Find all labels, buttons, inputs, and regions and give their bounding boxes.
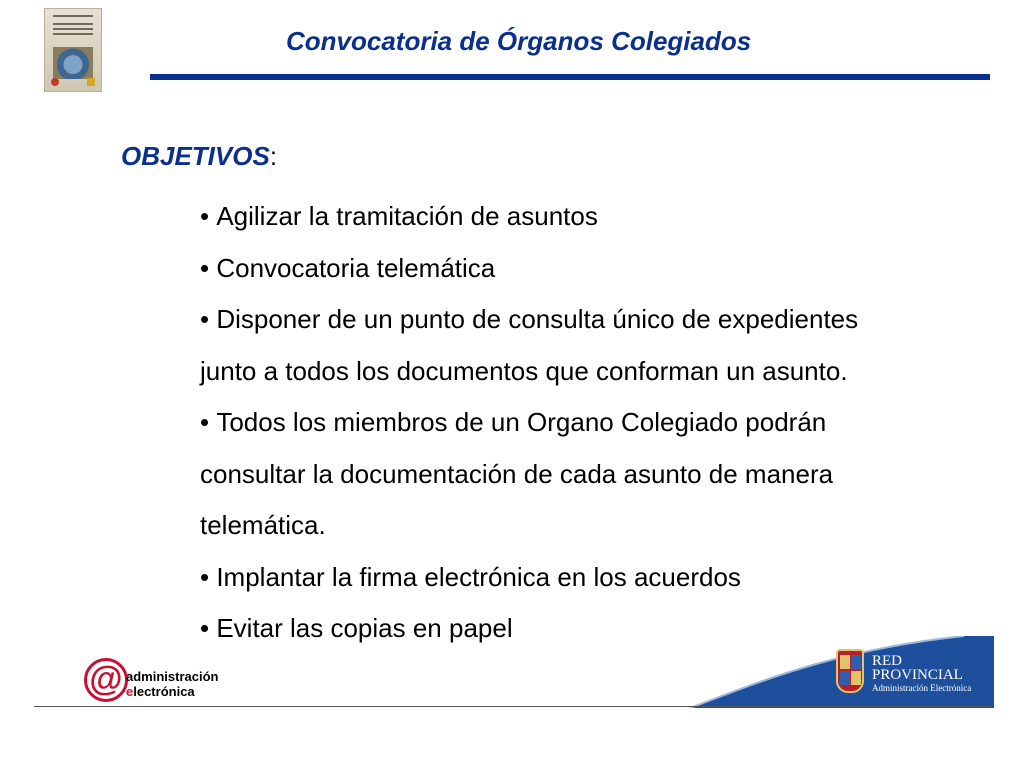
crest-quarter — [851, 655, 861, 669]
list-item-text: junto a todos los documentos que conforman un asunto. — [200, 355, 848, 386]
list-item-text: telemática. — [200, 510, 326, 540]
red-provincial-title — [872, 654, 963, 682]
section-heading-text: OBJETIVOS — [121, 141, 270, 171]
admin-logo-line2-rest: lectrónica — [133, 684, 195, 699]
admin-logo-line1: administración — [126, 669, 219, 684]
list-item — [200, 191, 960, 243]
section-heading-colon: : — [269, 141, 278, 171]
list-item-text: Agilizar la tramitación de asuntos — [216, 201, 598, 231]
list-item-text: Disponer de un punto de consulta único de expedientes — [216, 304, 859, 334]
list-item-text: Evitar las copias en papel — [216, 613, 513, 643]
thumbnail-image — [53, 47, 93, 79]
cover-thumbnail — [44, 8, 102, 92]
section-heading — [121, 141, 277, 172]
list-item — [200, 243, 960, 295]
red-provincial-line2: PROVINCIAL — [872, 667, 963, 683]
footer-divider — [34, 706, 992, 707]
coat-of-arms-icon — [836, 649, 864, 693]
title-divider — [150, 74, 990, 80]
list-item — [200, 397, 960, 449]
list-item-continuation — [200, 346, 960, 398]
admin-logo-initial: e — [126, 684, 134, 699]
crest-quarter — [840, 671, 850, 685]
thumbnail-logo-icon — [87, 78, 95, 86]
red-provincial-subtitle: Administración Electrónica — [872, 683, 972, 693]
administracion-electronica-logo — [84, 658, 234, 706]
list-item — [200, 552, 960, 604]
at-sign-icon: @ — [84, 658, 128, 702]
crest-quarter — [851, 671, 861, 685]
list-item-continuation — [200, 449, 960, 501]
thumbnail-text-line — [53, 15, 93, 17]
admin-logo-line2 — [126, 684, 195, 699]
list-item-text: Implantar la firma electrónica en los acuerdos — [216, 561, 741, 592]
objectives-list — [200, 191, 960, 655]
red-provincial-line1: RED — [872, 653, 902, 669]
page-title: Convocatoria de Órganos Colegiados — [286, 26, 752, 56]
list-item-continuation — [200, 500, 960, 552]
thumbnail-logo-icon — [51, 78, 59, 86]
list-item-text: consultar la documentación de cada asunto de manera — [200, 458, 834, 489]
crest-quarter — [840, 655, 850, 669]
thumbnail-text-line — [53, 28, 93, 30]
thumbnail-text-line — [53, 33, 93, 35]
thumbnail-text-line — [53, 23, 93, 25]
list-item-text: Todos los miembros de un Organo Colegiado podrán — [216, 407, 827, 437]
list-item-text: Convocatoria telemática — [216, 252, 496, 283]
list-item — [200, 294, 960, 346]
